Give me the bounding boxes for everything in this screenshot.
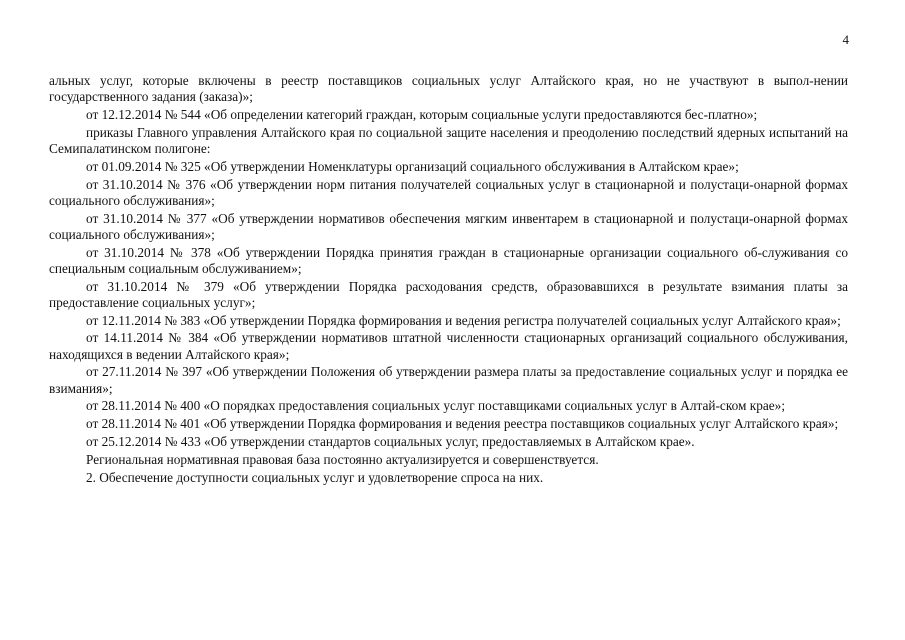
- paragraph-order-377: от 31.10.2014 № 377 «Об утверждении нормативов обеспечения мягким инвентарем в стационарной и полустаци-онарной формах социального обслуживания»;: [49, 210, 848, 242]
- paragraph-order-397: от 27.11.2014 № 397 «Об утверждении Положения об утверждении размера платы за предоставление социальных услуг и порядка ее взимания»;: [49, 364, 848, 396]
- paragraph-orders-heading: приказы Главного управления Алтайского края по социальной защите населения и преодолению последствий ядерных испытаний на Семипалатинском полигоне:: [49, 124, 848, 156]
- paragraph-order-376: от 31.10.2014 № 376 «Об утверждении норм питания получателей социальных услуг в стационарной и полустаци-онарной формах социального обслуживания»;: [49, 176, 848, 208]
- paragraph-order-400: от 28.11.2014 № 400 «О порядках предоставления социальных услуг поставщиками социальных услуг в Алтай-ском крае»;: [86, 398, 786, 414]
- section-heading-2: 2. Обеспечение доступности социальных услуг и удовлетворение спроса на них.: [86, 469, 544, 485]
- paragraph-order-384: от 14.11.2014 № 384 «Об утверждении нормативов штатной численности стационарных организаций социального обслуживания, находящихся в ведении Алтайского края»;: [49, 330, 848, 362]
- paragraph-order-379: от 31.10.2014 № 379 «Об утверждении Порядка расходования средств, образовавшихся в результате взимания платы за предоставление социальных услуг»;: [49, 278, 848, 310]
- paragraph-order-325: от 01.09.2014 № 325 «Об утверждении Номенклатуры организаций социального обслуживания в Алтайском крае»;: [86, 158, 739, 174]
- paragraph-order-401: от 28.11.2014 № 401 «Об утверждении Порядка формирования и ведения реестра поставщиков социальных услуг Алтайского края»;: [86, 416, 839, 432]
- page-number: 4: [842, 32, 849, 47]
- paragraph-order-383: от 12.11.2014 № 383 «Об утверждении Порядка формирования и ведения регистра получателей социальных услуг Алтайского края»;: [86, 312, 841, 328]
- paragraph-continuation: альных услуг, которые включены в реестр поставщиков социальных услуг Алтайского края, но не участвуют в выпол-нении государственного задания (заказа)»;: [49, 73, 848, 105]
- paragraph-summary: Региональная нормативная правовая база постоянно актуализируется и совершенствуется.: [86, 451, 599, 467]
- document-body: [49, 73, 848, 487]
- paragraph-decree-544: от 12.12.2014 № 544 «Об определении категорий граждан, которым социальные услуги предоставляются бес-платно»;: [86, 107, 758, 122]
- paragraph-order-378: от 31.10.2014 № 378 «Об утверждении Порядка принятия граждан в стационарные организации социального об-служивания со специальным социальным обслуживанием»;: [49, 244, 848, 276]
- paragraph-order-433: от 25.12.2014 № 433 «Об утверждении стандартов социальных услуг, предоставляемых в Алтайском крае».: [86, 433, 695, 449]
